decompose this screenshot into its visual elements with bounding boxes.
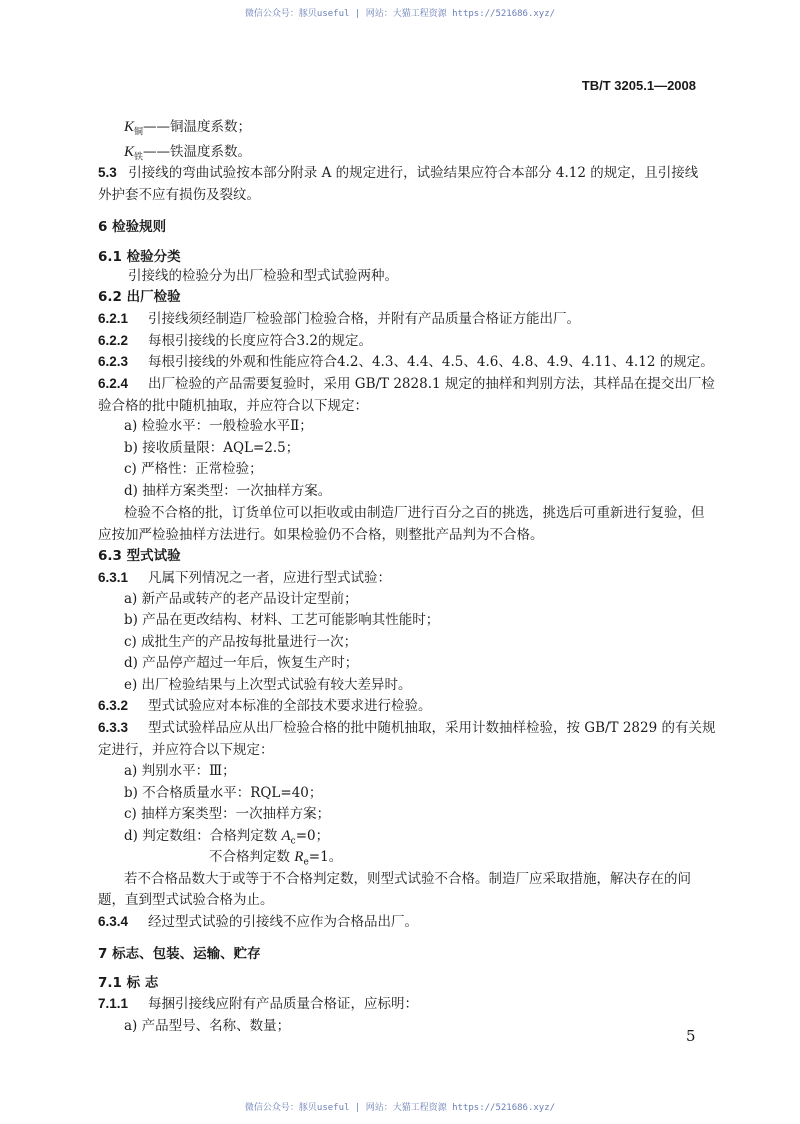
clause-6-1-text: 引接线的检验分为出厂检验和型式试验两种。	[128, 268, 398, 284]
clause-6-2-4: 6.2.4 出厂检验的产品需要复验时，采用 GB/T 2828.1 规定的抽样和判别方法，其样品在提交出厂检	[98, 376, 715, 392]
clause-6-2-3: 6.2.3 每根引接线的外观和性能应符合4.2、4.3、4.4、4.5、4.6、4.8、4.9、4.11、4.12 的规定。	[98, 354, 714, 370]
section-6-3-heading: 6.3 型式试验	[98, 548, 181, 564]
paragraph: 若不合格品数大于或等于不合格判定数，则型式试验不合格。制造厂应采取措施，解决存在的问	[124, 871, 691, 887]
standard-number-header: TB/T 3205.1—2008	[581, 78, 696, 93]
list-item: c) 成批生产的产品按每批量进行一次；	[124, 634, 358, 650]
section-6-1-heading: 6.1 检验分类	[98, 249, 181, 265]
clause-6-3-1: 6.3.1 凡属下列情况之一者，应进行型式试验：	[98, 570, 391, 586]
clause-6-2-4-cont: 验合格的批中随机抽取，并应符合以下规定：	[98, 398, 368, 414]
list-item: a) 检验水平：一般检验水平Ⅱ；	[124, 418, 313, 434]
page-number: 5	[686, 1027, 696, 1045]
list-item: d) 判定数组：合格判定数 $A_c=0$；	[124, 828, 330, 847]
list-item: d) 产品停产超过一年后，恢复生产时；	[124, 655, 359, 671]
watermark-top: 微信公众号：豚贝useful | 网站：大猫工程资源 https://521686.xyz/	[244, 9, 556, 19]
list-item: a) 产品型号、名称、数量；	[124, 1018, 291, 1034]
clause-5-3-cont: 外护套不应有损伤及裂纹。	[98, 187, 260, 203]
list-item: a) 判别水平：Ⅲ；	[124, 763, 236, 779]
list-item: c) 抽样方案类型：一次抽样方案；	[124, 806, 331, 822]
clause-6-3-4: 6.3.4 经过型式试验的引接线不应作为合格品出厂。	[98, 914, 418, 930]
list-item: a) 新产品或转产的老产品设计定型前；	[124, 591, 358, 607]
list-item-cont: 不合格判定数 $R_e=1$。	[209, 849, 343, 868]
clause-6-3-2: 6.3.2 型式试验应对本标准的全部技术要求进行检验。	[98, 698, 432, 714]
section-6-heading: 6 检验规则	[98, 219, 167, 235]
section-7-1-heading: 7.1 标 志	[98, 975, 159, 991]
list-item: b) 接收质量限：AQL=2.5；	[124, 440, 300, 456]
definition-k-iron: $K_铁——$铁温度系数。	[124, 144, 252, 163]
paragraph-cont: 题，直到型式试验合格为止。	[98, 892, 274, 908]
list-item: e) 出厂检验结果与上次型式试验有较大差异时。	[124, 677, 412, 693]
clause-6-2-1: 6.2.1 引接线须经制造厂检验部门检验合格，并附有产品质量合格证方能出厂。	[98, 311, 580, 327]
clause-7-1-1: 7.1.1 每捆引接线应附有产品质量合格证，应标明：	[98, 996, 418, 1012]
clause-6-3-3: 6.3.3 型式试验样品应从出厂检验合格的批中随机抽取，采用计数抽样检验，按 GB/T 2829 的有关规	[98, 720, 716, 736]
definition-k-copper: $K_铜——$铜温度系数；	[124, 119, 252, 138]
clause-5-3: 5.3 引接线的弯曲试验按本部分附录 A 的规定进行，试验结果应符合本部分 4.12 的规定，且引接线	[98, 165, 699, 181]
list-item: d) 抽样方案类型：一次抽样方案。	[124, 483, 332, 499]
list-item: b) 产品在更改结构、材料、工艺可能影响其性能时；	[124, 612, 440, 628]
section-6-2-heading: 6.2 出厂检验	[98, 289, 181, 305]
clause-6-2-2: 6.2.2 每根引接线的长度应符合3.2的规定。	[98, 333, 372, 349]
section-7-heading: 7 标志、包装、运输、贮存	[98, 946, 261, 962]
list-item: c) 严格性：正常检验；	[124, 461, 263, 477]
paragraph: 检验不合格的批，订货单位可以拒收或由制造厂进行百分之百的挑选，挑选后可重新进行复验，但	[124, 505, 705, 521]
clause-6-3-3-cont: 定进行，并应符合以下规定：	[98, 742, 274, 758]
paragraph-cont: 应按加严检验抽样方法进行。如果检验仍不合格，则整批产品判为不合格。	[98, 527, 544, 543]
list-item: b) 不合格质量水平：RQL=40；	[124, 785, 323, 801]
watermark-bottom: 微信公众号：豚贝useful | 网站：大猫工程资源 https://521686.xyz/	[244, 1103, 556, 1113]
